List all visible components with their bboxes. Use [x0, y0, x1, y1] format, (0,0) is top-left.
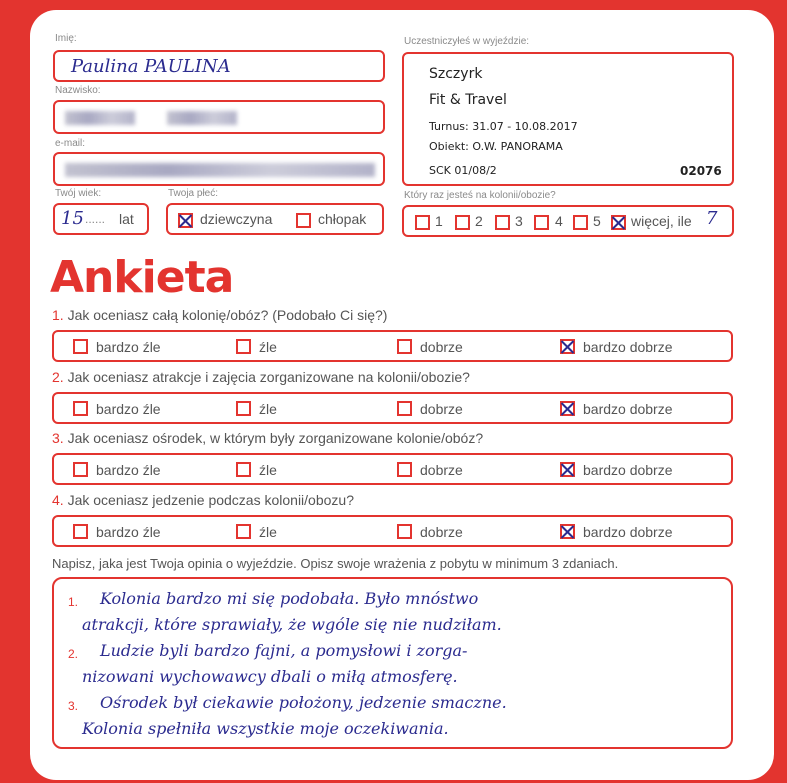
times-group: [402, 205, 734, 237]
opinion-line-4: nizowani wychowawcy dbali o miłą atmosferę.: [82, 667, 458, 686]
q3-checkbox-bardzo-zle[interactable]: [73, 462, 88, 477]
tour-code: SCK 01/08/2: [429, 164, 497, 177]
participated-label: Uczestniczyłeś w wyjeździe:: [404, 36, 530, 47]
tour-obiekt: Obiekt: O.W. PANORAMA: [429, 140, 563, 153]
gender-group: [166, 203, 384, 235]
tour-number: 02076: [680, 164, 722, 178]
question-1-answers: [52, 330, 733, 362]
question-2-number: 2.: [52, 369, 64, 385]
surname-redaction-1: [65, 111, 135, 125]
question-4-answers: [52, 515, 733, 547]
opinion-number-3: 3.: [68, 699, 79, 713]
question-1-number: 1.: [52, 307, 64, 323]
gender-label: Twoja płeć:: [168, 188, 219, 199]
q3-checkbox-zle[interactable]: [236, 462, 251, 477]
q2-option-bardzo-zle: bardzo źle: [96, 401, 161, 417]
times-option-1: 1: [435, 213, 443, 229]
opinion-field[interactable]: [52, 577, 733, 749]
q3-option-zle: źle: [259, 462, 277, 478]
age-unit: lat: [119, 211, 134, 227]
question-2: [52, 369, 470, 385]
age-value: 15: [61, 208, 84, 229]
q3-option-bardzo-dobrze: bardzo dobrze: [583, 462, 673, 478]
opinion-prompt: Napisz, jaka jest Twoja opinia o wyjeździe. Opisz swoje wrażenia z pobytu w minimum 3 zdaniach.: [52, 556, 619, 571]
q1-option-dobrze: dobrze: [420, 339, 463, 355]
tour-name: Fit & Travel: [429, 92, 507, 108]
opinion-line-2: atrakcji, które sprawiały, że wgóle się nie nudziłam.: [82, 615, 502, 634]
question-4-number: 4.: [52, 492, 64, 508]
opinion-number-2: 2.: [68, 647, 79, 661]
question-4-text: Jak oceniasz jedzenie podczas kolonii/obozu?: [67, 492, 354, 508]
gender-option-girl: dziewczyna: [200, 211, 273, 227]
tour-place: Szczyrk: [429, 66, 483, 82]
question-3-answers: [52, 453, 733, 485]
opinion-line-1: Kolonia bardzo mi się podobała. Było mnóstwo: [100, 589, 479, 608]
q4-checkbox-zle[interactable]: [236, 524, 251, 539]
name-field[interactable]: [53, 50, 385, 82]
times-checkbox-more[interactable]: [611, 215, 626, 230]
q1-checkbox-bardzo-dobrze[interactable]: [560, 339, 575, 354]
email-field[interactable]: [53, 152, 385, 186]
q1-option-bardzo-zle: bardzo źle: [96, 339, 161, 355]
age-dots: ......: [85, 212, 106, 226]
q2-checkbox-bardzo-dobrze[interactable]: [560, 401, 575, 416]
question-1-text: Jak oceniasz całą kolonię/obóz? (Podobało Ci się?): [67, 307, 388, 323]
question-2-answers: [52, 392, 733, 424]
opinion-line-6: Kolonia spełniła wszystkie moje oczekiwania.: [82, 719, 449, 738]
q1-checkbox-bardzo-zle[interactable]: [73, 339, 88, 354]
opinion-number-1: 1.: [68, 595, 79, 609]
q1-option-bardzo-dobrze: bardzo dobrze: [583, 339, 673, 355]
times-value: 7: [706, 208, 718, 229]
times-checkbox-3[interactable]: [495, 215, 510, 230]
question-2-text: Jak oceniasz atrakcje i zajęcia zorganizowane na kolonii/obozie?: [67, 369, 470, 385]
q1-checkbox-dobrze[interactable]: [397, 339, 412, 354]
times-option-2: 2: [475, 213, 483, 229]
q4-option-bardzo-dobrze: bardzo dobrze: [583, 524, 673, 540]
times-checkbox-5[interactable]: [573, 215, 588, 230]
q4-option-bardzo-zle: bardzo źle: [96, 524, 161, 540]
times-option-more: więcej, ile: [631, 213, 692, 229]
times-option-4: 4: [555, 213, 563, 229]
name-label: Imię:: [55, 33, 77, 44]
question-3-text: Jak oceniasz ośrodek, w którym były zorganizowane kolonie/obóz?: [67, 430, 484, 446]
q4-option-dobrze: dobrze: [420, 524, 463, 540]
q2-option-zle: źle: [259, 401, 277, 417]
tour-turnus: Turnus: 31.07 - 10.08.2017: [429, 120, 578, 133]
q4-option-zle: źle: [259, 524, 277, 540]
q1-checkbox-zle[interactable]: [236, 339, 251, 354]
q2-option-bardzo-dobrze: bardzo dobrze: [583, 401, 673, 417]
q3-option-dobrze: dobrze: [420, 462, 463, 478]
opinion-line-3: Ludzie byli bardzo fajni, a pomysłowi i zorga-: [100, 641, 468, 660]
age-field[interactable]: [53, 203, 149, 235]
q1-option-zle: źle: [259, 339, 277, 355]
q3-option-bardzo-zle: bardzo źle: [96, 462, 161, 478]
opinion-line-5: Ośrodek był ciekawie położony, jedzenie smaczne.: [100, 693, 507, 712]
times-label: Który raz jesteś na kolonii/obozie?: [404, 190, 556, 201]
q2-option-dobrze: dobrze: [420, 401, 463, 417]
times-checkbox-4[interactable]: [534, 215, 549, 230]
surname-redaction-2: [167, 111, 237, 125]
email-redaction: [65, 163, 375, 177]
q3-checkbox-bardzo-dobrze[interactable]: [560, 462, 575, 477]
age-label: Twój wiek:: [55, 188, 102, 199]
q2-checkbox-bardzo-zle[interactable]: [73, 401, 88, 416]
question-3-number: 3.: [52, 430, 64, 446]
name-value: Paulina PAULINA: [71, 56, 231, 77]
surname-label: Nazwisko:: [55, 85, 101, 96]
times-option-5: 5: [593, 213, 601, 229]
question-1: [52, 307, 387, 323]
times-checkbox-1[interactable]: [415, 215, 430, 230]
q4-checkbox-bardzo-zle[interactable]: [73, 524, 88, 539]
question-4: [52, 492, 354, 508]
surname-field[interactable]: [53, 100, 385, 134]
q4-checkbox-dobrze[interactable]: [397, 524, 412, 539]
gender-checkbox-girl[interactable]: [178, 213, 193, 228]
question-3: [52, 430, 483, 446]
survey-title: Ankieta: [50, 252, 234, 303]
q2-checkbox-dobrze[interactable]: [397, 401, 412, 416]
times-checkbox-2[interactable]: [455, 215, 470, 230]
gender-checkbox-boy[interactable]: [296, 213, 311, 228]
q3-checkbox-dobrze[interactable]: [397, 462, 412, 477]
q2-checkbox-zle[interactable]: [236, 401, 251, 416]
q4-checkbox-bardzo-dobrze[interactable]: [560, 524, 575, 539]
email-label: e-mail:: [55, 138, 86, 149]
times-option-3: 3: [515, 213, 523, 229]
gender-option-boy: chłopak: [318, 211, 367, 227]
tour-info-box: [402, 52, 734, 186]
